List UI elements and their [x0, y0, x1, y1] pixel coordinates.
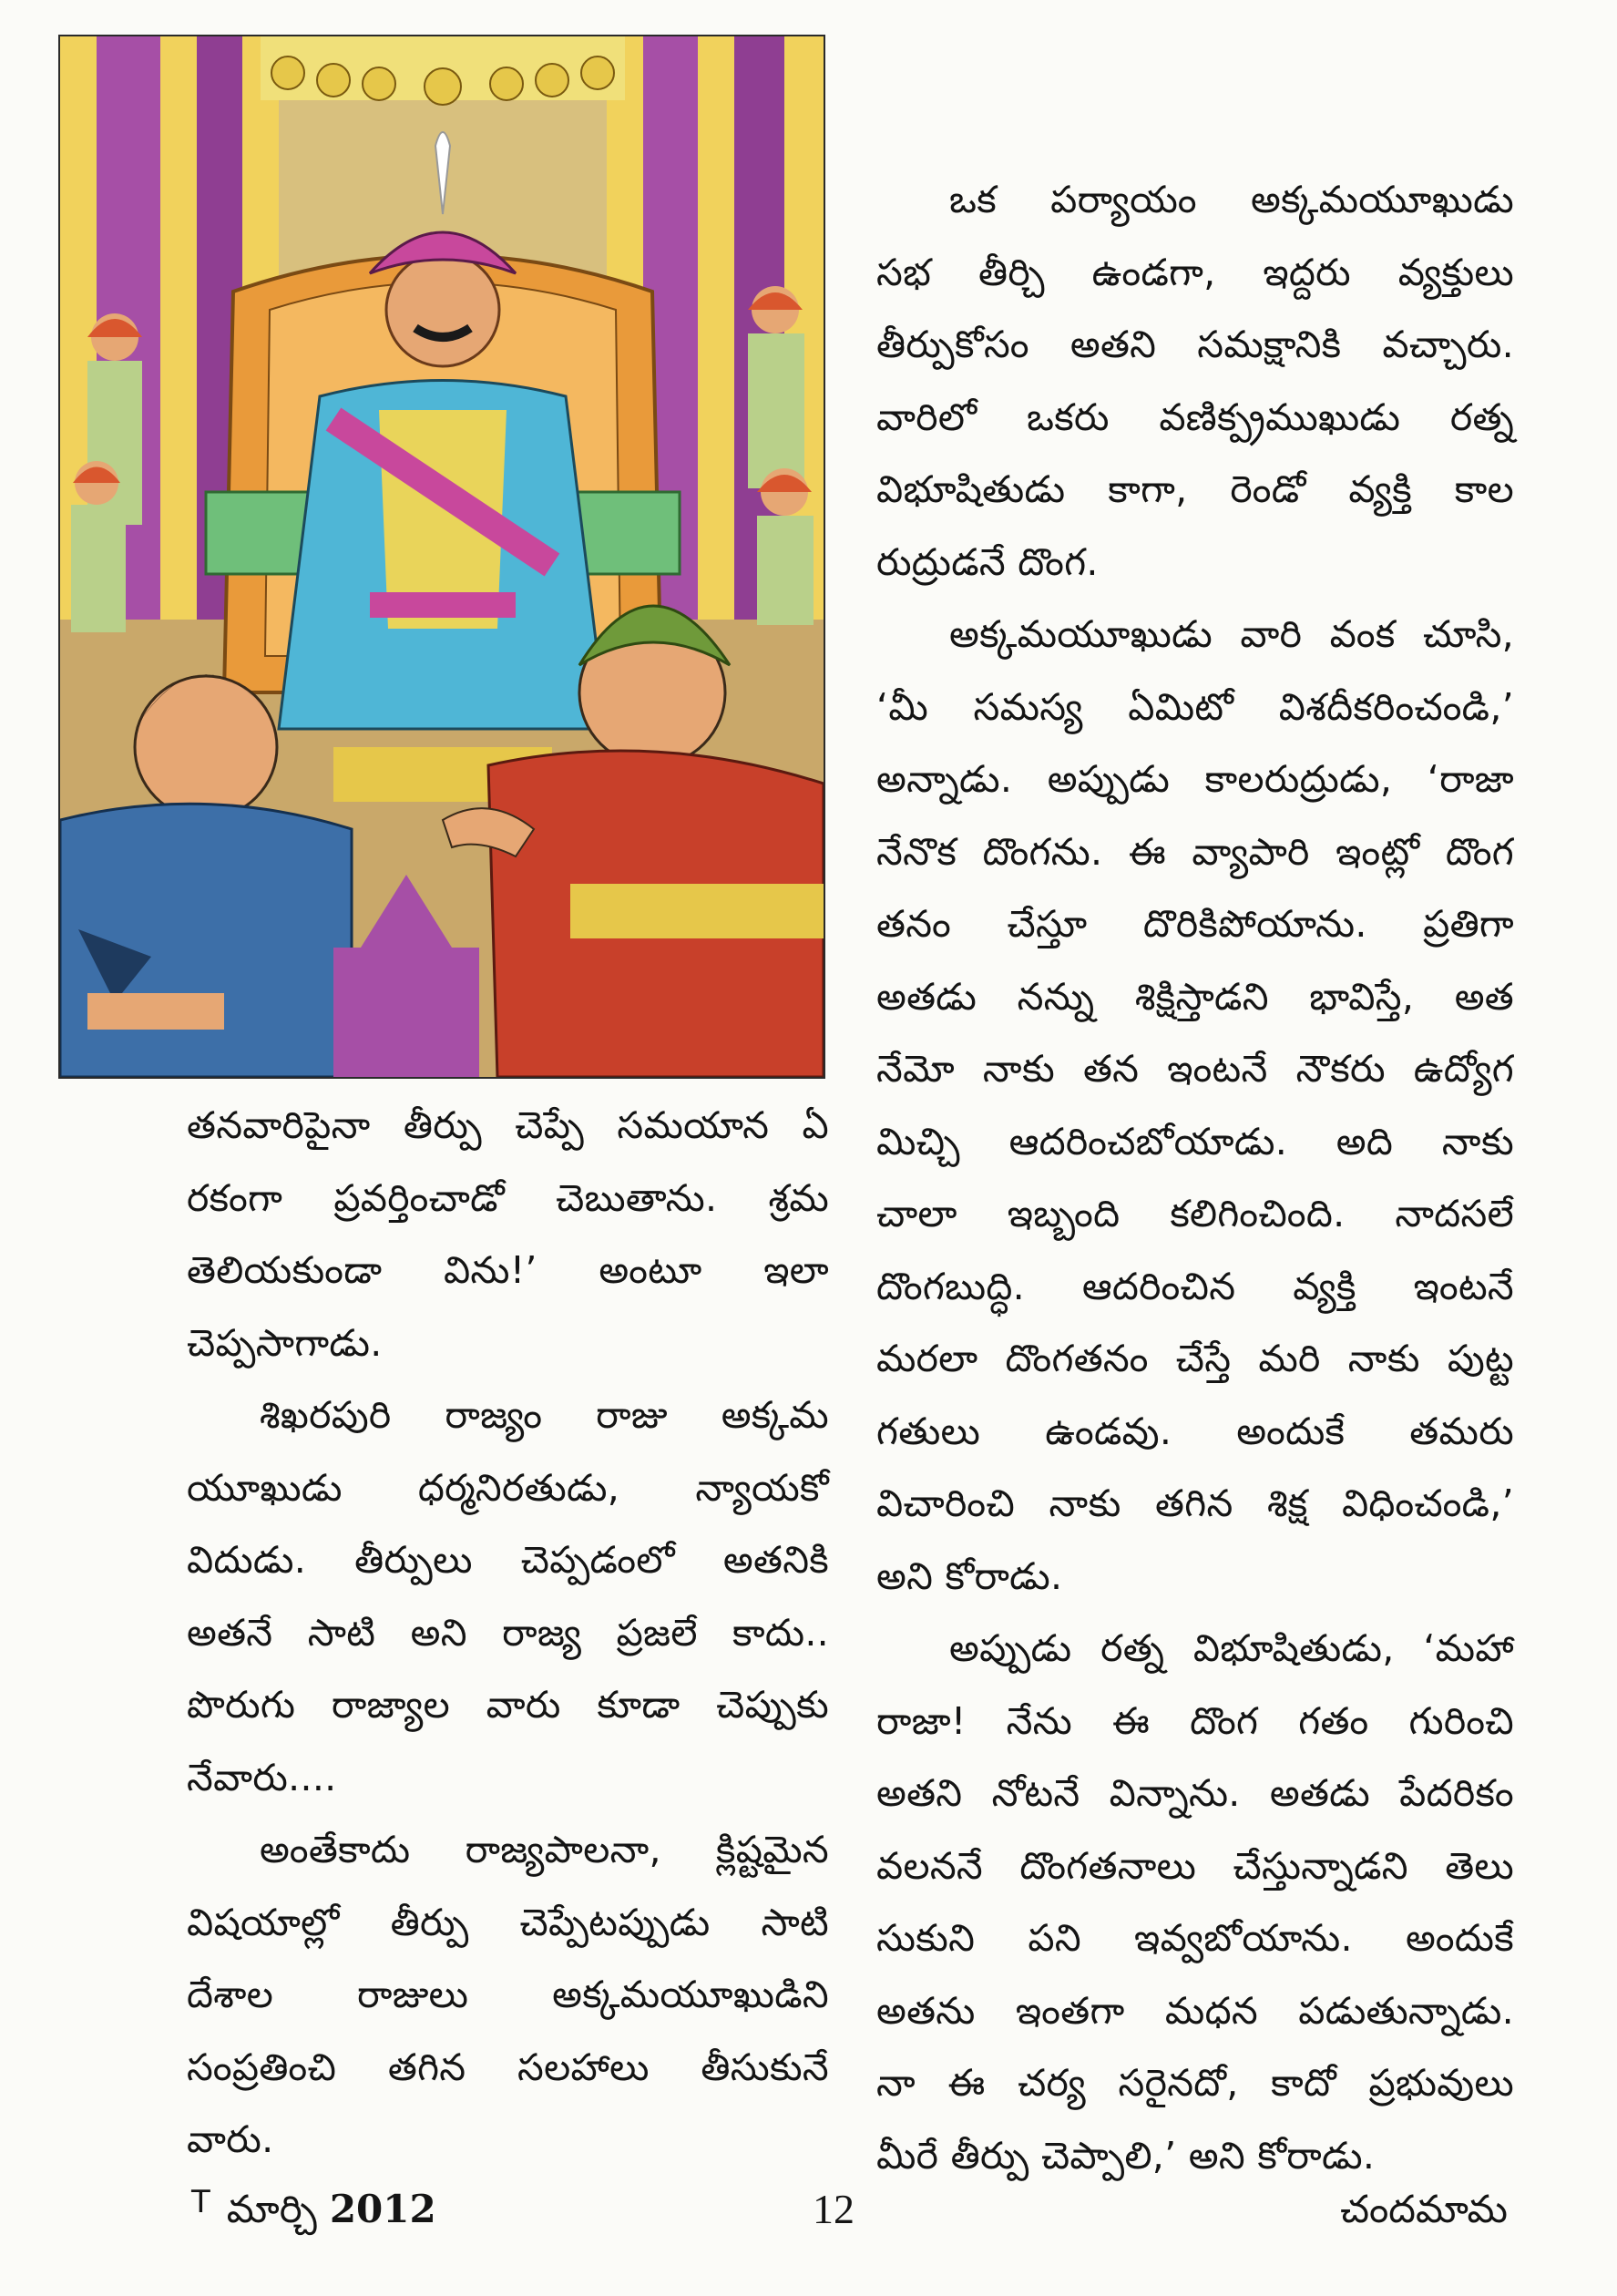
text-line: అక్కమయూఖుడు వారి వంక చూసి,	[949, 612, 1514, 656]
text-line: అంతేకాదు రాజ్యపాలనా, క్లిష్టమైన	[260, 1828, 829, 1871]
text-line: అతడు నన్ను శిక్షిస్తాడని భావిస్తే, అత	[876, 974, 1514, 1019]
text-line: ‘మీ సమస్య ఏమిటో విశదీకరించండి,’	[876, 684, 1514, 729]
text-line: నేమో నాకు తన ఇంటనే నౌకరు ఉద్యోగ	[876, 1047, 1514, 1091]
right-text-column	[876, 164, 1514, 2192]
text-line: రకంగా ప్రవర్తించాడో చెబుతాను. శ్రమ	[187, 1175, 829, 1220]
text-line: నేవారు....	[187, 1755, 337, 1799]
text-line: శిఖరపురి రాజ్యం రాజు అక్కమ	[260, 1393, 829, 1437]
text-line: వారిలో ఒకరు వణిక్ప్రముఖుడు రత్న	[876, 395, 1514, 439]
text-line: విషయాల్లో తీర్పు చెప్పేటప్పుడు సాటి	[187, 1900, 829, 1944]
text-line: యూఖుడు ధర్మనిరతుడు, న్యాయకో	[187, 1465, 829, 1510]
text-line: రాజా! నేను ఈ దొంగ గతం గురించి	[876, 1698, 1514, 1743]
text-line: పొరుగు రాజ్యాల వారు కూడా చెప్పుకు	[187, 1683, 829, 1727]
text-line: అతనే సాటి అని రాజ్య ప్రజలే కాదు..	[187, 1610, 829, 1655]
text-line: అప్పుడు రత్న విభూషితుడు, ‘మహా	[949, 1626, 1514, 1670]
page-number: 12	[813, 2186, 855, 2232]
text-line: అతను ఇంతగా మధన పడుతున్నాడు.	[876, 1988, 1514, 2033]
text-line: ఒక పర్యాయం అక్కమయూఖుడు	[949, 178, 1514, 221]
footer-month: మార్చి	[226, 2187, 317, 2231]
court-scene-icon	[60, 36, 824, 1077]
court-scene-illustration	[58, 35, 825, 1079]
text-line: రుద్రుడనే దొంగ.	[876, 539, 1099, 584]
footer-year: 2012	[329, 2187, 436, 2231]
text-line: తనవారిపైనా తీర్పు చెప్పే సమయాన ఏ	[187, 1103, 829, 1147]
text-line: మీరే తీర్పు చెప్పాలి,’ అని కోరాడు.	[876, 2133, 1376, 2178]
text-line: మిచ్చి ఆదరించబోయాడు. అది నాకు	[876, 1119, 1514, 1163]
text-line: అని కోరాడు.	[876, 1553, 1063, 1598]
text-line: దేశాల రాజులు అక్కమయూఖుడిని	[187, 1973, 829, 2016]
text-line: అన్నాడు. అప్పుడు కాలరుద్రుడు, ‘రాజా	[876, 757, 1514, 801]
text-line: గతులు ఉండవు. అందుకే తమరు	[876, 1409, 1514, 1453]
text-line: అతని నోటనే విన్నాను. అతడు పేదరికం	[876, 1771, 1514, 1815]
text-line: సభ తీర్చి ఉండగా, ఇద్దరు వ్యక్తులు	[876, 250, 1514, 294]
text-line: విదుడు. తీర్పులు చెప్పడంలో అతనికి	[187, 1538, 829, 1582]
text-line: నా ఈ చర్య సరైనదో, కాదో ప్రభువులు	[876, 2061, 1514, 2105]
text-line: వారు.	[187, 2117, 274, 2161]
text-line: చాలా ఇబ్బంది కలిగించింది. నాదసలే	[876, 1192, 1514, 1235]
text-line: చెప్పసాగాడు.	[187, 1320, 383, 1365]
text-line: దొంగబుద్ధి. ఆదరించిన వ్యక్తి ఇంటనే	[876, 1264, 1514, 1308]
text-line: విచారించి నాకు తగిన శిక్ష విధించండి,’	[876, 1481, 1514, 1525]
text-line: మరలా దొంగతనం చేస్తే మరి నాకు పుట్ట	[876, 1337, 1514, 1380]
text-line: సంప్రతించి తగిన సలహాలు తీసుకునే	[187, 2045, 829, 2089]
magazine-name: చందమామ	[1340, 2187, 1508, 2231]
text-line: విభూషితుడు కాగా, రెండో వ్యక్తి కాల	[876, 467, 1514, 511]
text-line: సుకుని పని ఇవ్వబోయాను. అందుకే	[876, 1916, 1514, 1960]
text-line: తెలియకుండా విను!’ అంటూ ఇలా	[187, 1248, 829, 1292]
text-line: నేనొక దొంగను. ఈ వ్యాపారి ఇంట్లో దొంగ	[876, 829, 1514, 874]
footer-date	[191, 2178, 436, 2241]
text-line: తనం చేస్తూ దొరికిపోయాను. ప్రతిగా	[876, 902, 1514, 946]
text-line: తీర్పుకోసం అతని సమక్షానికి వచ్చారు.	[876, 323, 1514, 366]
footer-mark: T	[191, 2184, 210, 2220]
text-line: వలననే దొంగతనాలు చేస్తున్నాడని తెలు	[876, 1843, 1514, 1888]
left-text-column	[187, 1090, 829, 2177]
